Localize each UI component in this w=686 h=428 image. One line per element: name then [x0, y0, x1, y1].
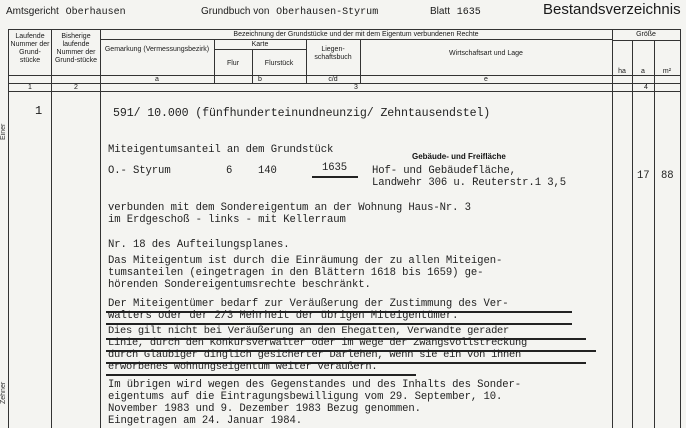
fraction-line: 591/ 10.000 (fünfhunderteinundneunzig/ Zehntausendstel) — [113, 107, 491, 120]
gemarkung-value: O.- Styrum — [108, 165, 171, 177]
col-a: a — [641, 68, 645, 75]
blatt-value: 1635 — [456, 7, 481, 18]
text-line: walters oder der 2/3 Mehrheit der übrigen Miteigentümer. — [108, 310, 459, 322]
text-line: erworbenes Wohnungseigentum weiter veräußern. — [108, 361, 378, 373]
col-groesse: Größe — [636, 31, 656, 38]
text-line: Eingetragen am 24. Januar 1984. — [108, 415, 302, 427]
flur-value: 6 — [226, 165, 233, 177]
amtsgericht-label: Amtsgericht — [6, 6, 59, 17]
col-ha: ha — [618, 68, 626, 75]
num-4: 4 — [644, 84, 648, 91]
liegenschaftsbuch-value: 1635 — [322, 162, 348, 174]
lage-line-2: Landwehr 306 u. Reuterstr.1 3,5 — [372, 177, 566, 189]
side-label-einer: Einer — [0, 123, 7, 140]
side-label-zehner: Zehner — [0, 381, 7, 404]
lage-line-1: Hof- und Gebäudefläche, — [372, 165, 516, 177]
col-m2: m² — [662, 68, 672, 75]
col-liegenschaftsbuch: Liegen-schaftsbuch — [314, 46, 352, 61]
rule — [680, 29, 681, 428]
amtsgericht — [6, 6, 126, 18]
grundbuch — [201, 6, 378, 18]
underline — [312, 176, 358, 178]
col-bisherige-nummer: Bisherige laufende Nummer der Grund-stücke — [54, 33, 98, 64]
num-1: 1 — [28, 84, 32, 91]
groesse-a-value: 17 — [637, 170, 650, 182]
text-line: Das Miteigentum ist durch die Einräumung der zu allen Miteigen- — [108, 255, 503, 267]
lfd-nr: 1 — [35, 104, 43, 118]
col-laufende-nummer: Laufende Nummer der Grund-stücke — [10, 33, 50, 64]
num-3: 3 — [354, 84, 358, 91]
rule — [612, 40, 680, 41]
text-line: tumsanteilen (eingetragen in den Blättern 1618 bis 1659) ge- — [108, 267, 484, 279]
miteigentum-line: Miteigentumsanteil an dem Grundstück — [108, 144, 334, 156]
col-gemarkung: Gemarkung (Vermessungsbezirk) — [104, 46, 210, 53]
underline — [106, 374, 416, 376]
grundbuch-label: Grundbuch von — [201, 6, 270, 17]
amtsgericht-value: Oberhausen — [65, 7, 126, 18]
sub-b: b — [258, 76, 262, 83]
text-line: Linie, durch den Konkursverwalter oder im Wege der Zwangsvollstreckung — [108, 337, 527, 349]
blatt — [430, 6, 481, 18]
text-line: eigentums auf die Eintragungsbewilligung vom 29. September, 10. — [108, 391, 503, 403]
text-line: November 1983 und 9. Dezember 1983 Bezug genommen. — [108, 403, 421, 415]
grundbuch-value: Oberhausen-Styrum — [276, 7, 379, 18]
col-flurstueck: Flurstück — [264, 60, 294, 67]
rule — [8, 29, 680, 30]
page-title: Bestandsverzeichnis — [543, 1, 681, 18]
blatt-label: Blatt — [430, 6, 451, 17]
rule — [100, 39, 612, 40]
text-line: Im übrigen wird wegen des Gegenstandes und des Inhalts des Sonder- — [108, 379, 521, 391]
rule — [214, 49, 306, 50]
sub-cd: c/d — [328, 76, 338, 83]
sub-e: e — [484, 76, 488, 83]
flurstueck-value: 140 — [258, 165, 277, 177]
rule — [654, 40, 655, 428]
groesse-m2-value: 88 — [661, 170, 674, 182]
rule — [632, 40, 633, 428]
text-line: im Erdgeschoß - links - mit Kellerraum — [108, 214, 346, 226]
col-karte: Karte — [251, 41, 269, 48]
text-line: hörenden Sondereigentumsrechte beschränkt. — [108, 279, 371, 291]
text-line: Der Miteigentümer bedarf zur Veräußerung der Zustimmung des Ver- — [108, 298, 509, 310]
text-line: verbunden mit dem Sondereigentum an der Wohnung Haus-Nr. 3 — [108, 202, 471, 214]
nutzung-stamp: Gebäude- und Freifläche — [412, 152, 506, 161]
sub-a: a — [155, 76, 159, 83]
num-2: 2 — [74, 84, 78, 91]
text-line: Dies gilt nicht bei Veräußerung an den Ehegatten, Verwandte gerader — [108, 325, 510, 337]
col-flur: Flur — [226, 60, 240, 67]
col-bezeichnung: Bezeichnung der Grundstücke und der mit dem Eigentum verbundenen Rechte — [233, 31, 479, 38]
text-line: durch Gläubiger dinglich gesicherter Darlehen, wenn sie ein von ihnen — [108, 349, 521, 361]
col-wirtschaftsart: Wirtschaftsart und Lage — [449, 50, 523, 57]
text-line: Nr. 18 des Aufteilungsplanes. — [108, 239, 290, 251]
